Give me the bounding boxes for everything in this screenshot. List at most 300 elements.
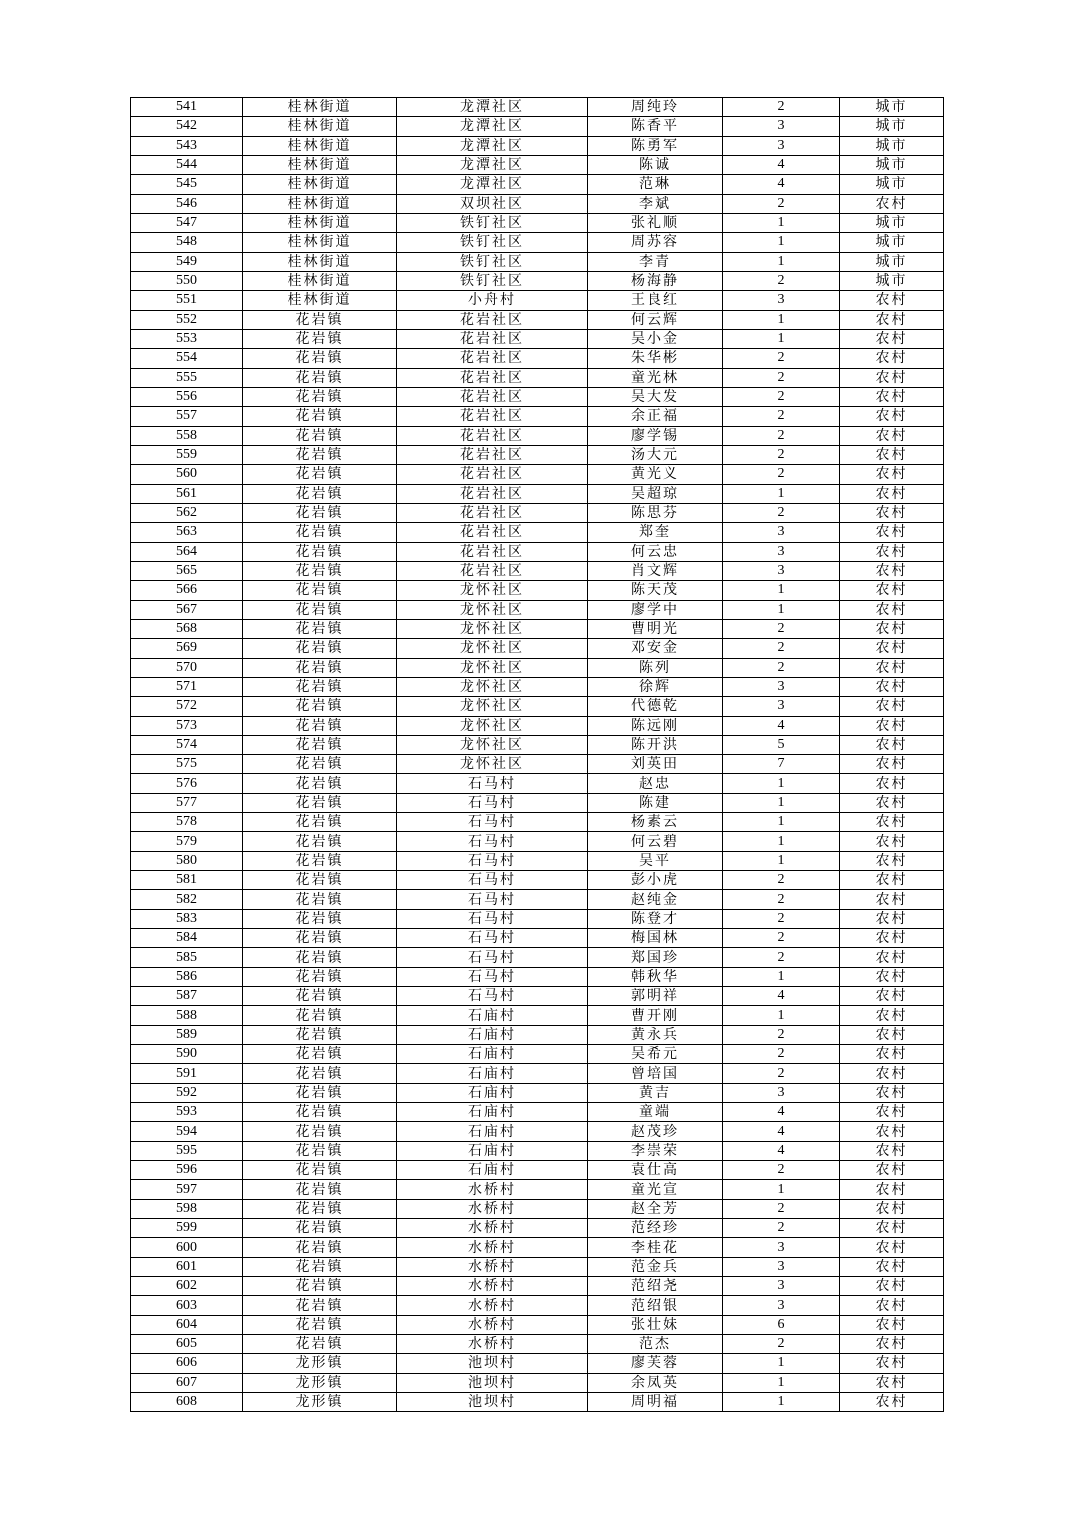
serial-number-cell: 576 (131, 774, 243, 793)
count-cell: 2 (723, 639, 840, 658)
name-cell: 余正福 (588, 407, 723, 426)
table-row (131, 484, 944, 503)
name-cell: 何云辉 (588, 310, 723, 329)
serial-number-cell: 578 (131, 813, 243, 832)
township-cell: 花岩镇 (243, 929, 397, 948)
name-cell: 李斌 (588, 194, 723, 213)
township-cell: 花岩镇 (243, 349, 397, 368)
township-cell: 花岩镇 (243, 1219, 397, 1238)
community-cell: 水桥村 (397, 1335, 588, 1354)
community-cell: 花岩社区 (397, 368, 588, 387)
community-cell: 花岩社区 (397, 503, 588, 522)
serial-number-cell: 559 (131, 445, 243, 464)
township-cell: 桂林街道 (243, 117, 397, 136)
count-cell: 2 (723, 407, 840, 426)
community-cell: 水桥村 (397, 1238, 588, 1257)
township-cell: 花岩镇 (243, 1045, 397, 1064)
count-cell: 1 (723, 1373, 840, 1392)
area-type-cell: 农村 (840, 426, 944, 445)
community-cell: 龙怀社区 (397, 658, 588, 677)
name-cell: 陈登才 (588, 909, 723, 928)
table-row (131, 581, 944, 600)
name-cell: 陈远刚 (588, 716, 723, 735)
township-cell: 桂林街道 (243, 271, 397, 290)
name-cell: 徐辉 (588, 677, 723, 696)
count-cell: 2 (723, 1064, 840, 1083)
area-type-cell: 农村 (840, 832, 944, 851)
community-cell: 龙潭社区 (397, 175, 588, 194)
community-cell: 石马村 (397, 909, 588, 928)
township-cell: 花岩镇 (243, 813, 397, 832)
serial-number-cell: 580 (131, 851, 243, 870)
area-type-cell: 农村 (840, 349, 944, 368)
count-cell: 2 (723, 445, 840, 464)
table-row (131, 1122, 944, 1141)
count-cell: 2 (723, 619, 840, 638)
community-cell: 双坝社区 (397, 194, 588, 213)
table-row (131, 1025, 944, 1044)
community-cell: 龙怀社区 (397, 639, 588, 658)
table-row (131, 291, 944, 310)
serial-number-cell: 601 (131, 1257, 243, 1276)
area-type-cell: 农村 (840, 735, 944, 754)
area-type-cell: 农村 (840, 1296, 944, 1315)
community-cell: 龙怀社区 (397, 735, 588, 754)
count-cell: 2 (723, 503, 840, 522)
township-cell: 花岩镇 (243, 774, 397, 793)
community-cell: 石马村 (397, 871, 588, 890)
serial-number-cell: 603 (131, 1296, 243, 1315)
name-cell: 赵纯金 (588, 890, 723, 909)
community-cell: 石马村 (397, 774, 588, 793)
area-type-cell: 农村 (840, 310, 944, 329)
area-type-cell: 农村 (840, 851, 944, 870)
area-type-cell: 农村 (840, 1199, 944, 1218)
township-cell: 花岩镇 (243, 1180, 397, 1199)
community-cell: 石马村 (397, 851, 588, 870)
community-cell: 石马村 (397, 987, 588, 1006)
count-cell: 1 (723, 1392, 840, 1411)
township-cell: 花岩镇 (243, 1277, 397, 1296)
township-cell: 花岩镇 (243, 426, 397, 445)
count-cell: 4 (723, 1141, 840, 1160)
community-cell: 花岩社区 (397, 310, 588, 329)
serial-number-cell: 573 (131, 716, 243, 735)
area-type-cell: 农村 (840, 561, 944, 580)
count-cell: 1 (723, 233, 840, 252)
area-type-cell: 农村 (840, 1025, 944, 1044)
area-type-cell: 农村 (840, 909, 944, 928)
count-cell: 1 (723, 310, 840, 329)
table-row (131, 677, 944, 696)
area-type-cell: 农村 (840, 793, 944, 812)
serial-number-cell: 583 (131, 909, 243, 928)
serial-number-cell: 569 (131, 639, 243, 658)
name-cell: 彭小虎 (588, 871, 723, 890)
serial-number-cell: 577 (131, 793, 243, 812)
township-cell: 花岩镇 (243, 581, 397, 600)
serial-number-cell: 572 (131, 697, 243, 716)
name-cell: 王良红 (588, 291, 723, 310)
count-cell: 3 (723, 677, 840, 696)
count-cell: 1 (723, 600, 840, 619)
community-cell: 铁钉社区 (397, 271, 588, 290)
table-row (131, 1315, 944, 1334)
serial-number-cell: 549 (131, 252, 243, 271)
count-cell: 2 (723, 658, 840, 677)
area-type-cell: 城市 (840, 155, 944, 174)
township-cell: 桂林街道 (243, 194, 397, 213)
township-cell: 花岩镇 (243, 793, 397, 812)
township-cell: 花岩镇 (243, 1064, 397, 1083)
count-cell: 2 (723, 948, 840, 967)
count-cell: 1 (723, 813, 840, 832)
area-type-cell: 农村 (840, 1277, 944, 1296)
area-type-cell: 农村 (840, 871, 944, 890)
township-cell: 龙形镇 (243, 1392, 397, 1411)
count-cell: 1 (723, 484, 840, 503)
count-cell: 6 (723, 1315, 840, 1334)
table-row (131, 851, 944, 870)
table-row (131, 1064, 944, 1083)
township-cell: 花岩镇 (243, 1296, 397, 1315)
name-cell: 陈诚 (588, 155, 723, 174)
township-cell: 花岩镇 (243, 677, 397, 696)
table-row (131, 1373, 944, 1392)
count-cell: 1 (723, 213, 840, 232)
area-type-cell: 农村 (840, 600, 944, 619)
community-cell: 石庙村 (397, 1141, 588, 1160)
serial-number-cell: 605 (131, 1335, 243, 1354)
township-cell: 桂林街道 (243, 155, 397, 174)
name-cell: 郑奎 (588, 523, 723, 542)
area-type-cell: 农村 (840, 967, 944, 986)
area-type-cell: 农村 (840, 987, 944, 1006)
count-cell: 2 (723, 426, 840, 445)
count-cell: 2 (723, 1045, 840, 1064)
name-cell: 何云忠 (588, 542, 723, 561)
township-cell: 桂林街道 (243, 175, 397, 194)
serial-number-cell: 556 (131, 387, 243, 406)
area-type-cell: 农村 (840, 194, 944, 213)
count-cell: 2 (723, 871, 840, 890)
table-row (131, 755, 944, 774)
serial-number-cell: 554 (131, 349, 243, 368)
table-row (131, 890, 944, 909)
table-row (131, 774, 944, 793)
township-cell: 桂林街道 (243, 252, 397, 271)
count-cell: 3 (723, 1238, 840, 1257)
community-cell: 龙怀社区 (397, 677, 588, 696)
table-row (131, 213, 944, 232)
community-cell: 花岩社区 (397, 465, 588, 484)
table-row (131, 1296, 944, 1315)
area-type-cell: 农村 (840, 1122, 944, 1141)
community-cell: 石马村 (397, 929, 588, 948)
name-cell: 赵忠 (588, 774, 723, 793)
table-row (131, 600, 944, 619)
township-cell: 花岩镇 (243, 755, 397, 774)
table-row (131, 523, 944, 542)
name-cell: 范绍尧 (588, 1277, 723, 1296)
serial-number-cell: 604 (131, 1315, 243, 1334)
area-type-cell: 农村 (840, 581, 944, 600)
count-cell: 3 (723, 542, 840, 561)
count-cell: 4 (723, 716, 840, 735)
table-row (131, 271, 944, 290)
name-cell: 周明福 (588, 1392, 723, 1411)
area-type-cell: 农村 (840, 329, 944, 348)
count-cell: 1 (723, 1006, 840, 1025)
table-row (131, 136, 944, 155)
township-cell: 花岩镇 (243, 1103, 397, 1122)
area-type-cell: 农村 (840, 890, 944, 909)
table-row (131, 1238, 944, 1257)
name-cell: 黄吉 (588, 1083, 723, 1102)
community-cell: 石马村 (397, 967, 588, 986)
serial-number-cell: 570 (131, 658, 243, 677)
area-type-cell: 城市 (840, 213, 944, 232)
table-row (131, 175, 944, 194)
name-cell: 李青 (588, 252, 723, 271)
table-row (131, 619, 944, 638)
table-row (131, 561, 944, 580)
serial-number-cell: 586 (131, 967, 243, 986)
table-row (131, 697, 944, 716)
count-cell: 5 (723, 735, 840, 754)
count-cell: 1 (723, 1180, 840, 1199)
count-cell: 3 (723, 1277, 840, 1296)
township-cell: 花岩镇 (243, 368, 397, 387)
community-cell: 龙潭社区 (397, 155, 588, 174)
name-cell: 曹开刚 (588, 1006, 723, 1025)
serial-number-cell: 592 (131, 1083, 243, 1102)
count-cell: 1 (723, 774, 840, 793)
table-row (131, 793, 944, 812)
township-cell: 花岩镇 (243, 851, 397, 870)
community-cell: 花岩社区 (397, 561, 588, 580)
area-type-cell: 农村 (840, 1083, 944, 1102)
count-cell: 2 (723, 98, 840, 117)
serial-number-cell: 550 (131, 271, 243, 290)
count-cell: 1 (723, 581, 840, 600)
name-cell: 曾培国 (588, 1064, 723, 1083)
name-cell: 吴小金 (588, 329, 723, 348)
community-cell: 花岩社区 (397, 484, 588, 503)
table-row (131, 407, 944, 426)
name-cell: 陈列 (588, 658, 723, 677)
count-cell: 2 (723, 1335, 840, 1354)
count-cell: 1 (723, 967, 840, 986)
table-row (131, 194, 944, 213)
community-cell: 花岩社区 (397, 407, 588, 426)
name-cell: 吴平 (588, 851, 723, 870)
community-cell: 龙怀社区 (397, 600, 588, 619)
name-cell: 童端 (588, 1103, 723, 1122)
community-cell: 石庙村 (397, 1103, 588, 1122)
serial-number-cell: 548 (131, 233, 243, 252)
serial-number-cell: 571 (131, 677, 243, 696)
community-cell: 石庙村 (397, 1025, 588, 1044)
name-cell: 范杰 (588, 1335, 723, 1354)
community-cell: 池坝村 (397, 1354, 588, 1373)
community-cell: 水桥村 (397, 1277, 588, 1296)
township-cell: 花岩镇 (243, 890, 397, 909)
township-cell: 花岩镇 (243, 871, 397, 890)
community-cell: 铁钉社区 (397, 233, 588, 252)
community-cell: 龙怀社区 (397, 581, 588, 600)
community-cell: 铁钉社区 (397, 213, 588, 232)
serial-number-cell: 579 (131, 832, 243, 851)
serial-number-cell: 594 (131, 1122, 243, 1141)
community-cell: 小舟村 (397, 291, 588, 310)
name-cell: 黄永兵 (588, 1025, 723, 1044)
serial-number-cell: 588 (131, 1006, 243, 1025)
township-cell: 花岩镇 (243, 1025, 397, 1044)
table-row (131, 368, 944, 387)
serial-number-cell: 555 (131, 368, 243, 387)
table-row (131, 1045, 944, 1064)
community-cell: 花岩社区 (397, 445, 588, 464)
area-type-cell: 农村 (840, 503, 944, 522)
township-cell: 花岩镇 (243, 716, 397, 735)
count-cell: 1 (723, 1354, 840, 1373)
township-cell: 花岩镇 (243, 619, 397, 638)
name-cell: 童光林 (588, 368, 723, 387)
area-type-cell: 农村 (840, 368, 944, 387)
community-cell: 龙怀社区 (397, 755, 588, 774)
name-cell: 赵全芳 (588, 1199, 723, 1218)
table-row (131, 871, 944, 890)
community-cell: 花岩社区 (397, 387, 588, 406)
township-cell: 花岩镇 (243, 1335, 397, 1354)
name-cell: 陈香平 (588, 117, 723, 136)
area-type-cell: 农村 (840, 1161, 944, 1180)
name-cell: 陈勇军 (588, 136, 723, 155)
area-type-cell: 城市 (840, 136, 944, 155)
name-cell: 陈建 (588, 793, 723, 812)
name-cell: 黄光义 (588, 465, 723, 484)
name-cell: 韩秋华 (588, 967, 723, 986)
serial-number-cell: 598 (131, 1199, 243, 1218)
community-cell: 水桥村 (397, 1199, 588, 1218)
count-cell: 1 (723, 851, 840, 870)
serial-number-cell: 567 (131, 600, 243, 619)
township-cell: 花岩镇 (243, 1083, 397, 1102)
count-cell: 2 (723, 1219, 840, 1238)
community-cell: 花岩社区 (397, 523, 588, 542)
serial-number-cell: 546 (131, 194, 243, 213)
serial-number-cell: 591 (131, 1064, 243, 1083)
serial-number-cell: 545 (131, 175, 243, 194)
area-type-cell: 农村 (840, 639, 944, 658)
community-cell: 石马村 (397, 793, 588, 812)
township-cell: 花岩镇 (243, 1257, 397, 1276)
serial-number-cell: 547 (131, 213, 243, 232)
name-cell: 朱华彬 (588, 349, 723, 368)
name-cell: 廖芙蓉 (588, 1354, 723, 1373)
name-cell: 吴希元 (588, 1045, 723, 1064)
name-cell: 范金兵 (588, 1257, 723, 1276)
table-row (131, 1006, 944, 1025)
township-cell: 花岩镇 (243, 542, 397, 561)
township-cell: 花岩镇 (243, 1238, 397, 1257)
table-row (131, 1354, 944, 1373)
serial-number-cell: 552 (131, 310, 243, 329)
table-row (131, 1392, 944, 1411)
serial-number-cell: 600 (131, 1238, 243, 1257)
township-cell: 花岩镇 (243, 967, 397, 986)
table-row (131, 1277, 944, 1296)
table-row (131, 310, 944, 329)
serial-number-cell: 563 (131, 523, 243, 542)
township-cell: 花岩镇 (243, 639, 397, 658)
table-row (131, 987, 944, 1006)
name-cell: 范琳 (588, 175, 723, 194)
count-cell: 3 (723, 1296, 840, 1315)
community-cell: 石庙村 (397, 1122, 588, 1141)
table-row (131, 329, 944, 348)
count-cell: 2 (723, 271, 840, 290)
area-type-cell: 城市 (840, 117, 944, 136)
table-row (131, 948, 944, 967)
area-type-cell: 农村 (840, 716, 944, 735)
table-row (131, 1083, 944, 1102)
table-row (131, 387, 944, 406)
community-cell: 石庙村 (397, 1083, 588, 1102)
serial-number-cell: 602 (131, 1277, 243, 1296)
table-row (131, 832, 944, 851)
serial-number-cell: 595 (131, 1141, 243, 1160)
serial-number-cell: 551 (131, 291, 243, 310)
community-cell: 石马村 (397, 813, 588, 832)
count-cell: 2 (723, 929, 840, 948)
table-row (131, 1161, 944, 1180)
name-cell: 曹明光 (588, 619, 723, 638)
table-row (131, 98, 944, 117)
township-cell: 花岩镇 (243, 1141, 397, 1160)
count-cell: 4 (723, 1103, 840, 1122)
table-row (131, 445, 944, 464)
count-cell: 4 (723, 1122, 840, 1141)
table-row (131, 716, 944, 735)
count-cell: 4 (723, 987, 840, 1006)
community-cell: 龙潭社区 (397, 136, 588, 155)
serial-number-cell: 544 (131, 155, 243, 174)
community-cell: 水桥村 (397, 1180, 588, 1199)
community-cell: 龙怀社区 (397, 619, 588, 638)
serial-number-cell: 543 (131, 136, 243, 155)
township-cell: 花岩镇 (243, 987, 397, 1006)
community-cell: 石马村 (397, 948, 588, 967)
table-row (131, 252, 944, 271)
area-type-cell: 城市 (840, 175, 944, 194)
township-cell: 花岩镇 (243, 407, 397, 426)
count-cell: 3 (723, 1083, 840, 1102)
count-cell: 3 (723, 523, 840, 542)
serial-number-cell: 606 (131, 1354, 243, 1373)
serial-number-cell: 593 (131, 1103, 243, 1122)
table-row (131, 929, 944, 948)
table-row (131, 117, 944, 136)
community-cell: 龙潭社区 (397, 117, 588, 136)
township-cell: 桂林街道 (243, 213, 397, 232)
township-cell: 花岩镇 (243, 697, 397, 716)
count-cell: 2 (723, 465, 840, 484)
count-cell: 1 (723, 329, 840, 348)
community-cell: 石庙村 (397, 1161, 588, 1180)
township-cell: 花岩镇 (243, 310, 397, 329)
